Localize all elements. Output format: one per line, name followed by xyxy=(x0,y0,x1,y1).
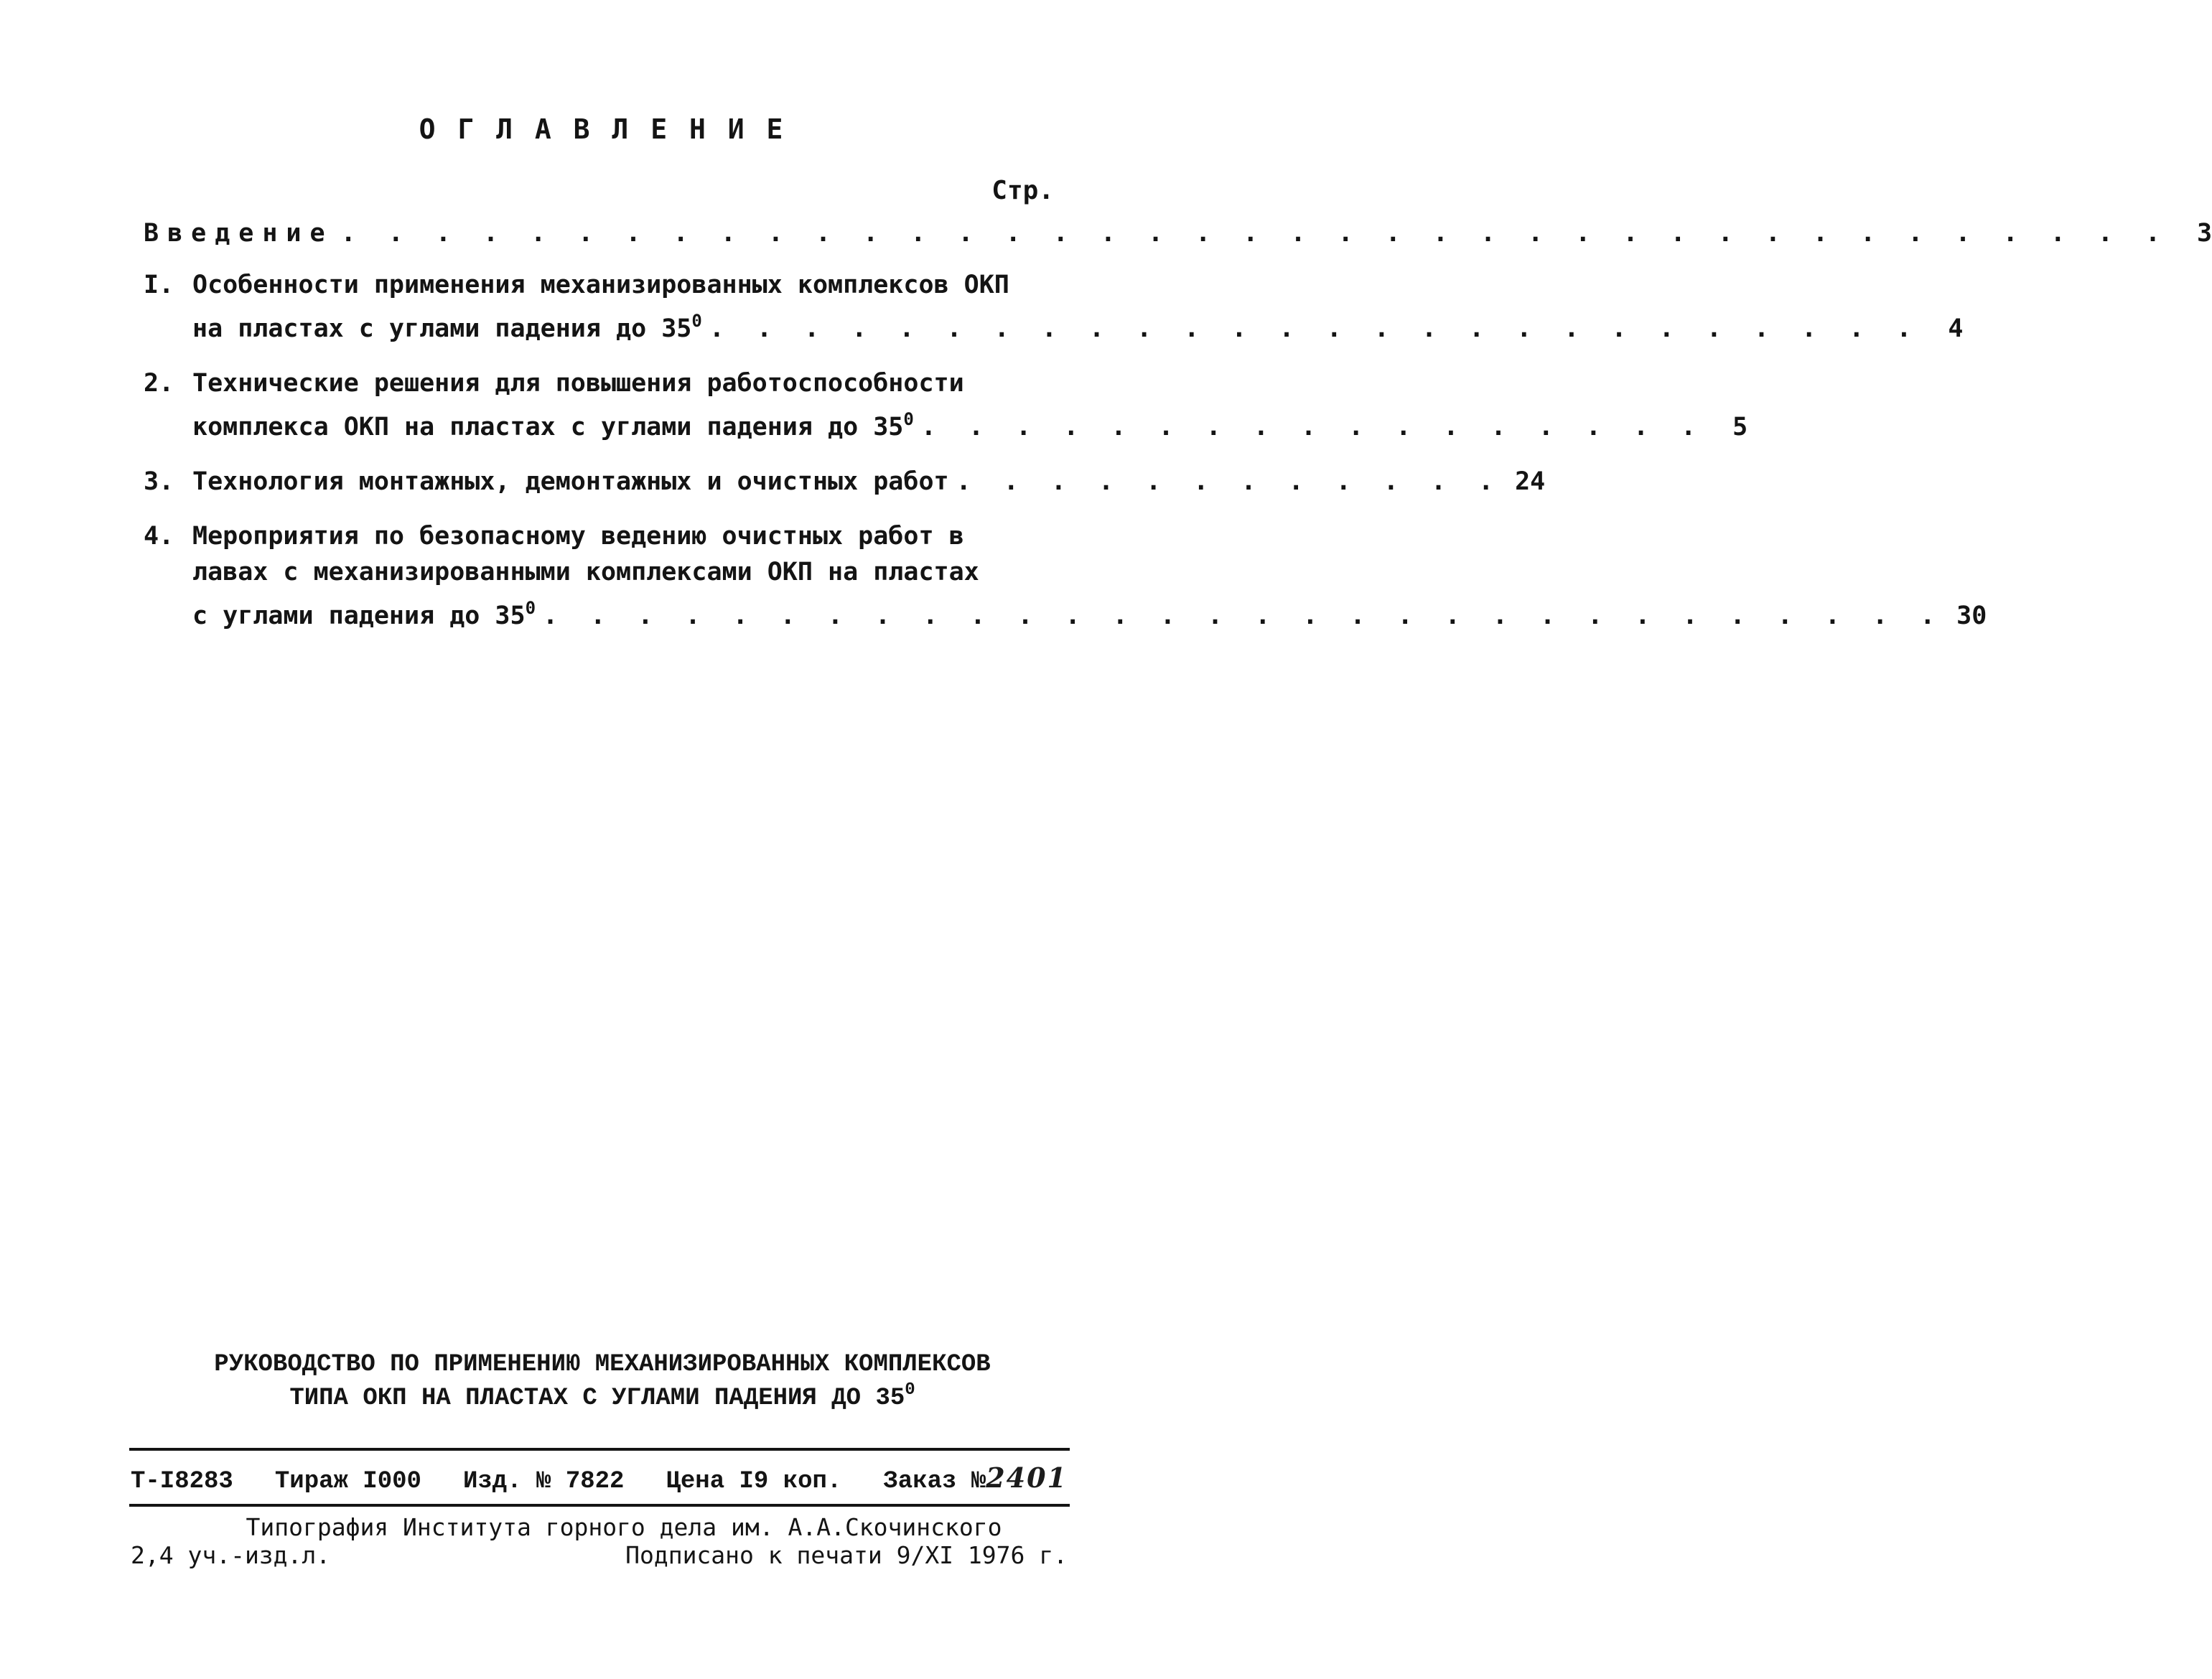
book-title-line-2: ТИПА ОКП НА ПЛАСТАХ С УГЛАМИ ПАДЕНИЯ ДО $35^0$ xyxy=(289,1380,915,1412)
price: Цена I9 коп. xyxy=(666,1468,842,1495)
toc-entry-line: с углами падения до $35^0$ xyxy=(192,598,536,630)
toc-leader-dots: . . . . . . . . . . . . xyxy=(956,467,1503,496)
toc-entry-line: Технические решения для повышения работоспособности xyxy=(192,369,964,398)
toc-leader-dots: . . . . . . . . . . . . . . . . . . . . . . . . . . . . . . xyxy=(543,602,1944,630)
table-of-contents xyxy=(144,215,2212,634)
toc-page-number: 4 xyxy=(1948,314,1964,343)
toc-entry-number: 3. xyxy=(144,467,174,496)
page-column-label: Стр. xyxy=(991,176,1054,205)
toc-leader-dots: . . . . . . . . . . . . . . . . . . . . . . . . . . xyxy=(709,314,1921,343)
toc-page-number: 5 xyxy=(1732,413,1748,441)
imprint-line xyxy=(131,1461,1068,1495)
degree-superscript: 0 xyxy=(691,311,702,331)
toc-entry-4[interactable] xyxy=(144,518,1987,634)
toc-page-number: 30 xyxy=(1956,602,1987,630)
edition-number: Изд. № 7822 xyxy=(463,1468,625,1495)
imprint-top-rule xyxy=(129,1448,1070,1451)
signed-to-print: Подписано к печати 9/XI 1976 г. xyxy=(625,1541,1068,1569)
toc-page-number: 3 xyxy=(2197,219,2212,248)
toc-entry-introduction[interactable] xyxy=(144,215,2212,251)
publication-code: Т-I8283 xyxy=(131,1468,233,1495)
imprint-bottom-rule xyxy=(129,1504,1070,1507)
toc-entry-number: 4. xyxy=(144,522,174,551)
toc-entry-line: Мероприятия по безопасному ведению очистных работ в xyxy=(192,522,964,551)
publisher-sheets: 2,4 уч.-изд.л. xyxy=(131,1541,331,1569)
degree-superscript: 0 xyxy=(525,598,536,618)
toc-entry-title: Введение xyxy=(144,219,334,248)
toc-entry-line: комплекса ОКП на пластах с углами падения до $35^0$ xyxy=(192,409,914,441)
printer-name: Типография Института горного дела им. А.А.Скочинского xyxy=(246,1513,1002,1541)
toc-leader-dots: . . . . . . . . . . . . . . . . . . . . . . . . . . . . . . . . . . . . . . . xyxy=(340,219,2170,248)
toc-entry-1[interactable] xyxy=(144,267,1964,347)
toc-entry-3[interactable] xyxy=(144,464,1546,500)
toc-page-number: 24 xyxy=(1515,467,1546,496)
degree-superscript: 0 xyxy=(905,1380,915,1400)
circulation: Тираж I000 xyxy=(274,1468,421,1495)
toc-entry-line: на пластах с углами падения до $35^0$ xyxy=(192,311,702,343)
footer-row xyxy=(131,1541,1068,1569)
degree-superscript: 0 xyxy=(903,409,914,429)
order-number: Заказ №2401 xyxy=(883,1461,1068,1495)
toc-entry-2[interactable] xyxy=(144,365,1748,445)
toc-entry-number: 2. xyxy=(144,369,174,398)
toc-heading: О Г Л А В Л Е Н И Е xyxy=(419,113,786,145)
toc-entry-line: лавах с механизированными комплексами ОКП на пластах xyxy=(192,558,979,586)
toc-entry-line: Технология монтажных, демонтажных и очистных работ xyxy=(192,467,949,496)
toc-entry-number: I. xyxy=(144,271,174,299)
handwritten-order-number: 2401 xyxy=(986,1461,1068,1494)
toc-entry-line: Особенности применения механизированных комплексов ОКП xyxy=(192,271,1009,299)
book-title xyxy=(0,1352,1205,1411)
book-title-line-1: РУКОВОДСТВО ПО ПРИМЕНЕНИЮ МЕХАНИЗИРОВАННЫХ КОМПЛЕКСОВ xyxy=(214,1351,991,1378)
toc-leader-dots: . . . . . . . . . . . . . . . . . xyxy=(920,413,1705,441)
